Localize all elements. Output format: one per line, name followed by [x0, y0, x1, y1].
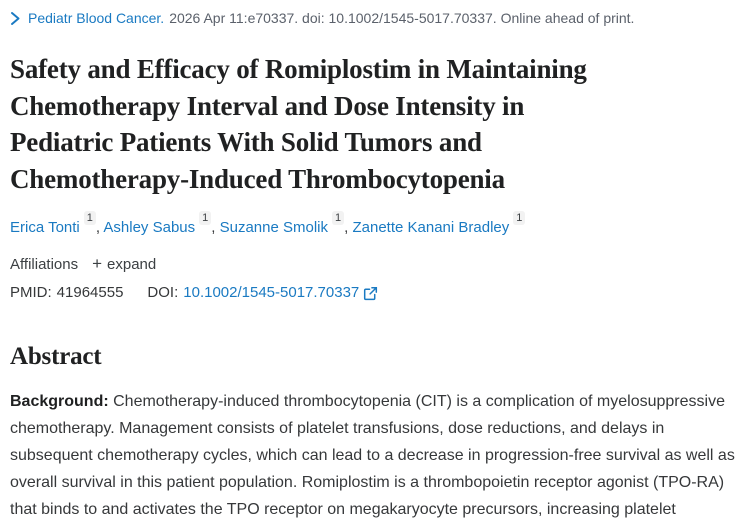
pmid-label: PMID: [10, 284, 52, 301]
author-affiliation-number[interactable]: 1 [199, 211, 211, 225]
citation-text: 2026 Apr 11:e70337. doi: 10.1002/1545-5017.70337. Online ahead of print. [169, 10, 635, 26]
author [219, 212, 349, 236]
author-separator: , [95, 219, 101, 236]
abstract-text [10, 388, 742, 523]
pmid-value: 41964555 [56, 284, 124, 301]
expand-label: expand [107, 255, 157, 273]
affiliations-label: Affiliations [10, 255, 79, 273]
abstract-background-text: Chemotherapy-induced thrombocytopenia (CIT) is a complication of myelosuppressive chemotherapy. Management consists of platelet transfusions, dose reductions, and delays in subsequent chemotherapy cycles, which can lead to a decrease in progression-free survival as well as overall survival in this patient population. Romiplostim is a thrombopoietin receptor agonist (TPO-RA) that binds to and activates the TPO receptor on megakaryocyte precursors, increasing platelet [10, 393, 735, 518]
affiliations-expand-button[interactable] [92, 254, 156, 274]
author-affiliation-number[interactable]: 1 [513, 211, 525, 225]
author [10, 212, 101, 236]
article-title-line: Pediatric Patients With Solid Tumors and [10, 127, 482, 157]
doi-label: DOI: [147, 284, 179, 301]
article-title-line: Safety and Efficacy of Romiplostim in Maintaining [10, 54, 587, 84]
author-link[interactable]: Zanette Kanani Bradley [352, 219, 510, 236]
plus-icon: + [92, 254, 103, 273]
article-title-line: Chemotherapy-Induced Thrombocytopenia [10, 163, 505, 194]
author-separator: , [211, 219, 216, 236]
author-separator: , [344, 219, 349, 236]
author [103, 212, 216, 236]
article-title-line: Chemotherapy Interval and Dose Intensity in [10, 90, 525, 121]
author [352, 212, 525, 236]
identifiers-row [10, 284, 742, 301]
chevron-right-icon [10, 11, 21, 26]
author-link[interactable]: Ashley Sabus [103, 219, 196, 236]
abstract-heading: Abstract [10, 343, 102, 370]
journal-link[interactable]: Pediatr Blood Cancer. [28, 10, 165, 26]
external-link-icon[interactable] [363, 286, 378, 301]
author-link[interactable]: Suzanne Smolik [219, 219, 329, 236]
author-affiliation-number[interactable]: 1 [332, 211, 344, 225]
author-link[interactable]: Erica Tonti [10, 219, 80, 236]
journal-citation-line [10, 9, 742, 27]
author-affiliation-number[interactable]: 1 [84, 211, 96, 225]
affiliations-row [10, 254, 742, 274]
doi-link[interactable]: 10.1002/1545-5017.70337 [183, 284, 360, 301]
authors-list [10, 212, 742, 238]
article-title [10, 51, 734, 197]
abstract-background-label: Background: [10, 393, 109, 410]
